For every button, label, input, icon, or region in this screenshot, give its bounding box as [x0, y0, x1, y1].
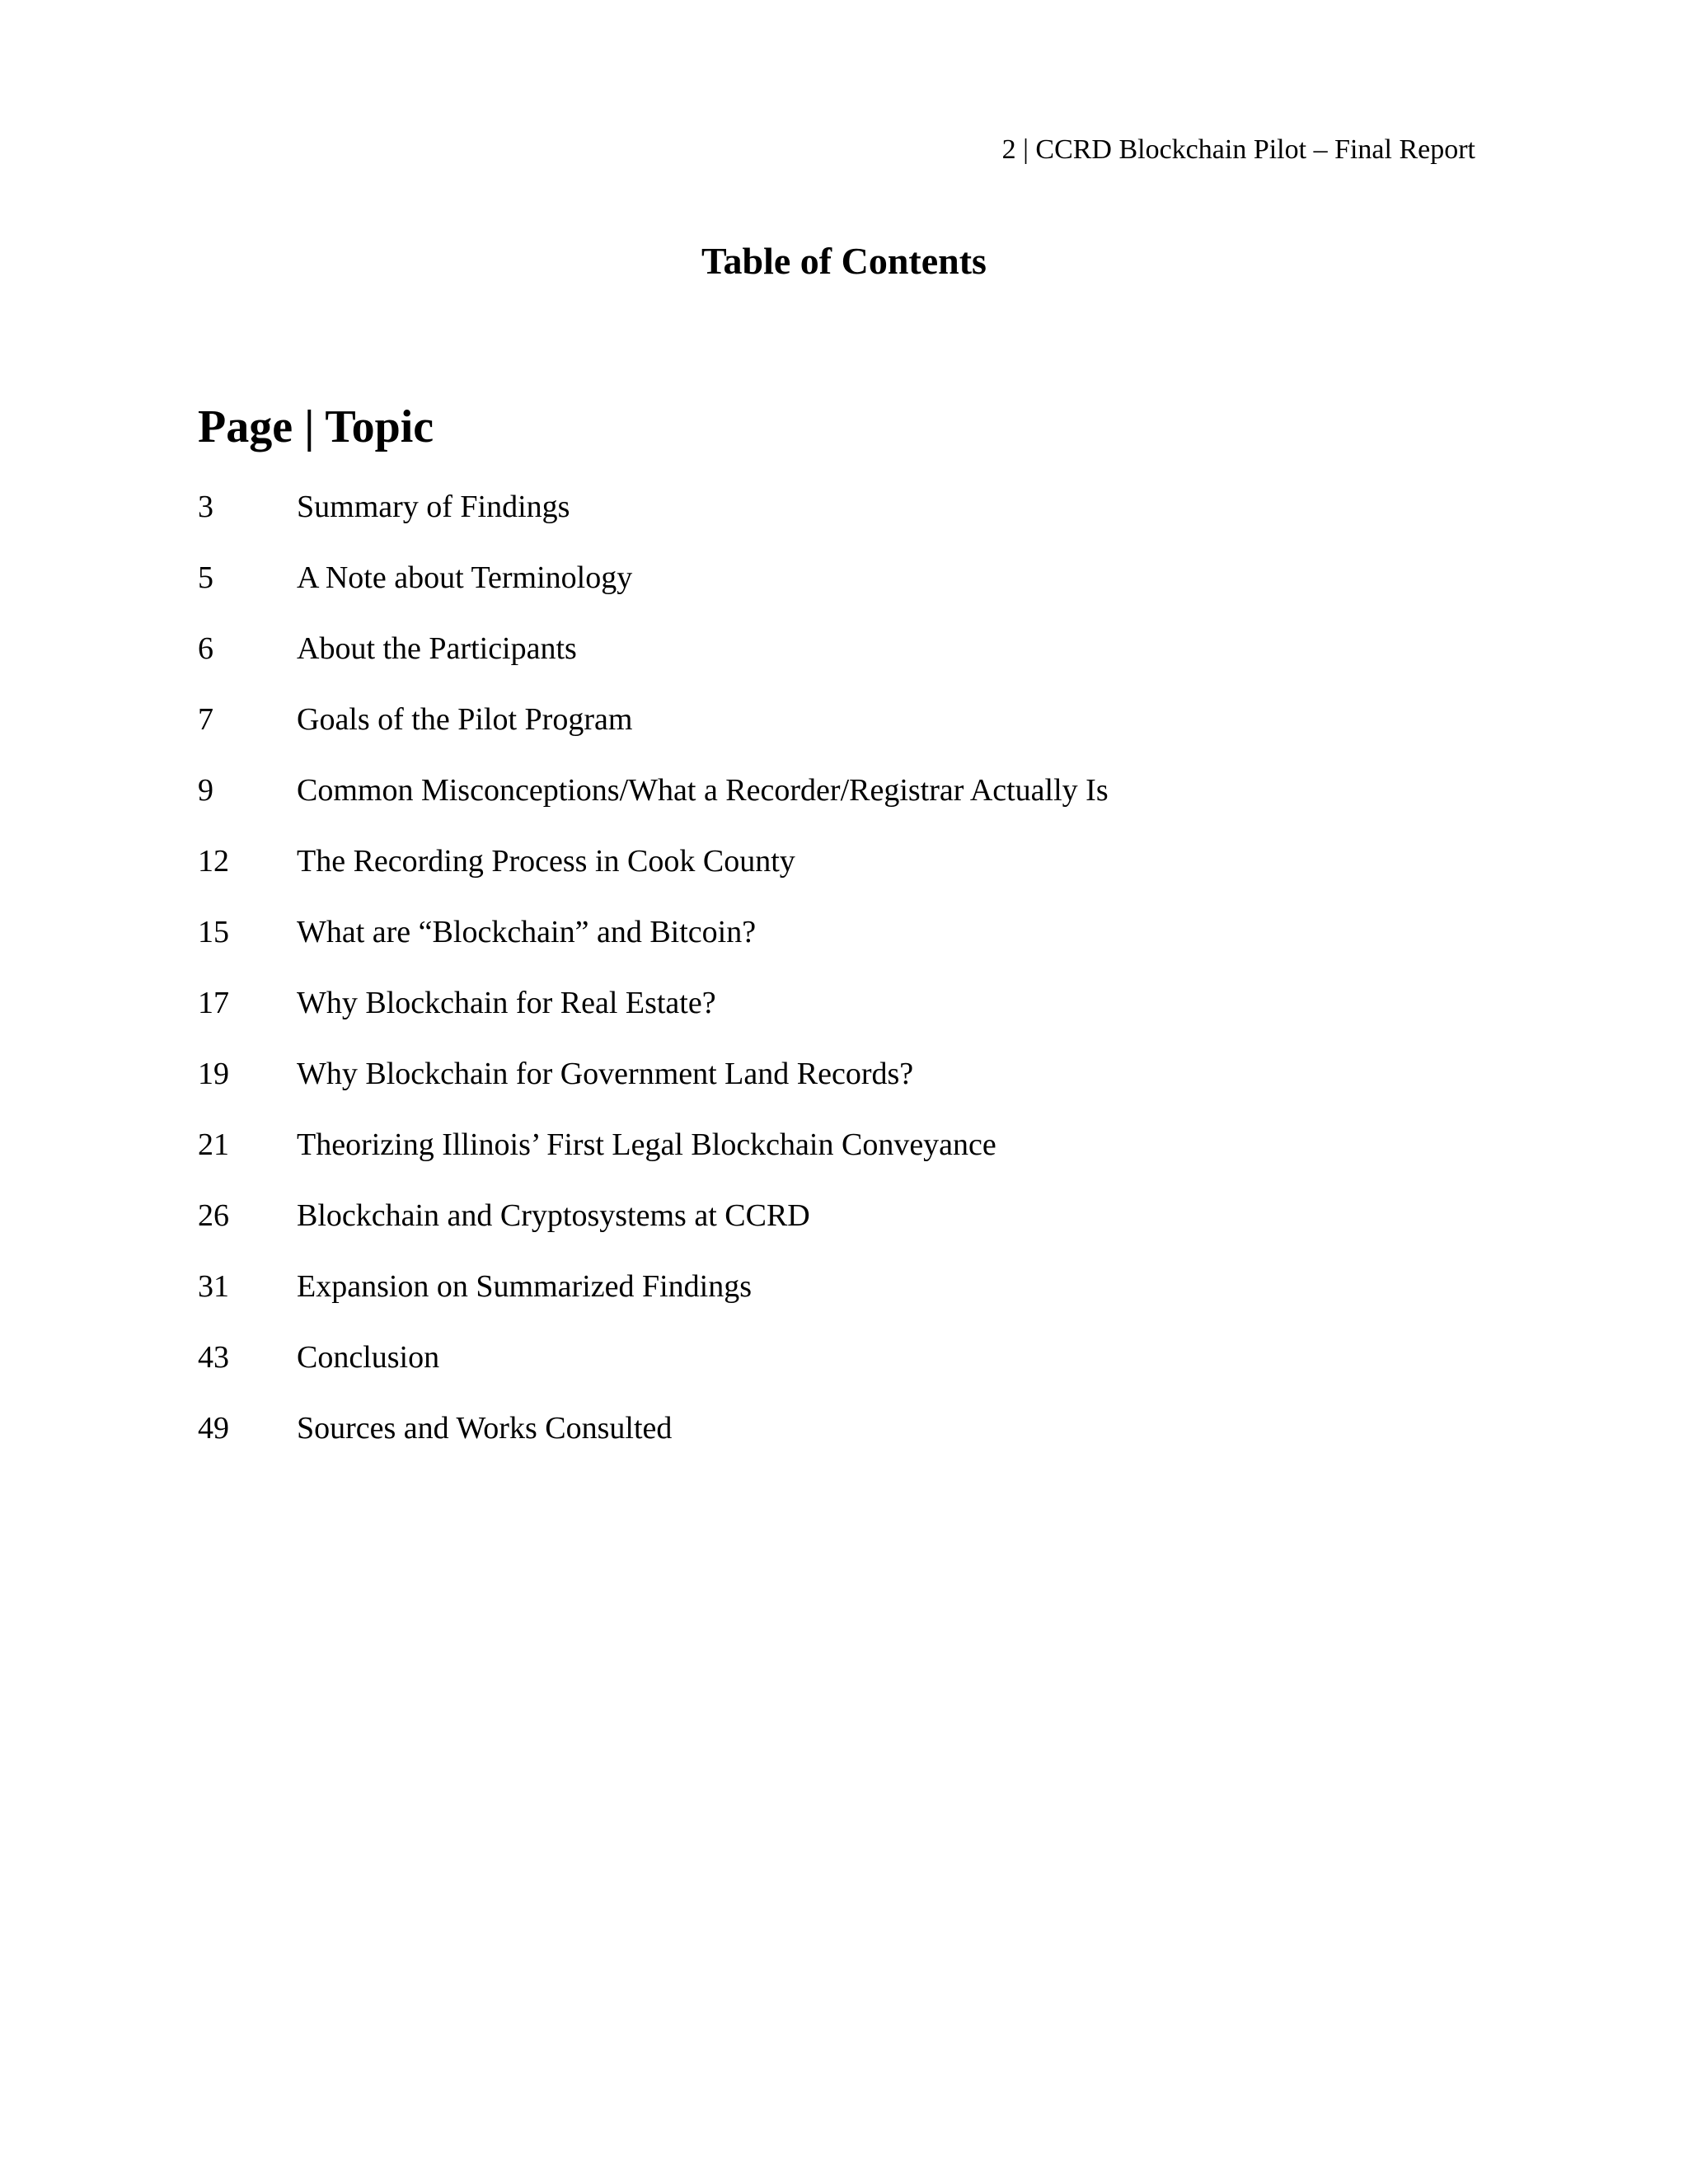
toc-page-number: 17 — [198, 986, 229, 1020]
toc-topic: Blockchain and Cryptosystems at CCRD — [297, 1198, 810, 1233]
toc-entry — [198, 1263, 1109, 1333]
toc-topic: About the Participants — [297, 631, 577, 666]
toc-entry — [198, 837, 1109, 908]
toc-entry — [198, 908, 1109, 979]
toc-topic: Why Blockchain for Real Estate? — [297, 986, 716, 1020]
toc-topic: Sources and Works Consulted — [297, 1411, 673, 1446]
page-title: Table of Contents — [701, 240, 987, 282]
toc-page-number: 31 — [198, 1269, 229, 1304]
toc-page-number: 26 — [198, 1198, 229, 1233]
toc-page-number: 6 — [198, 631, 213, 666]
toc-list — [198, 483, 1109, 1475]
running-header: 2 | CCRD Blockchain Pilot – Final Report — [1001, 134, 1475, 165]
toc-page-number: 5 — [198, 560, 213, 595]
toc-topic: Goals of the Pilot Program — [297, 702, 633, 737]
toc-entry — [198, 1192, 1109, 1263]
toc-entry — [198, 1050, 1109, 1121]
toc-topic: Common Misconceptions/What a Recorder/Registrar Actually Is — [297, 773, 1109, 808]
toc-entry — [198, 1121, 1109, 1192]
toc-topic: A Note about Terminology — [297, 560, 633, 595]
toc-page-number: 19 — [198, 1057, 229, 1091]
toc-column-heading: Page | Topic — [198, 401, 434, 452]
toc-page-number: 12 — [198, 844, 229, 879]
toc-page-number: 3 — [198, 490, 213, 524]
toc-page-number: 15 — [198, 915, 229, 949]
toc-topic: Why Blockchain for Government Land Records? — [297, 1057, 914, 1091]
toc-entry — [198, 696, 1109, 766]
toc-topic: Conclusion — [297, 1340, 440, 1375]
toc-topic: Expansion on Summarized Findings — [297, 1269, 753, 1304]
toc-entry — [198, 1333, 1109, 1404]
toc-topic: The Recording Process in Cook County — [297, 844, 795, 879]
toc-entry — [198, 979, 1109, 1050]
toc-topic: Theorizing Illinois’ First Legal Blockchain Conveyance — [297, 1127, 996, 1162]
toc-page-number: 21 — [198, 1127, 229, 1162]
toc-page-number: 7 — [198, 702, 213, 737]
toc-entry — [198, 554, 1109, 625]
toc-entry — [198, 766, 1109, 837]
toc-topic: Summary of Findings — [297, 490, 570, 524]
toc-entry — [198, 1404, 1109, 1475]
toc-page-number: 49 — [198, 1411, 229, 1446]
toc-page-number: 9 — [198, 773, 213, 808]
toc-entry — [198, 625, 1109, 696]
toc-topic: What are “Blockchain” and Bitcoin? — [297, 915, 757, 949]
toc-page-number: 43 — [198, 1340, 229, 1375]
toc-entry — [198, 483, 1109, 554]
